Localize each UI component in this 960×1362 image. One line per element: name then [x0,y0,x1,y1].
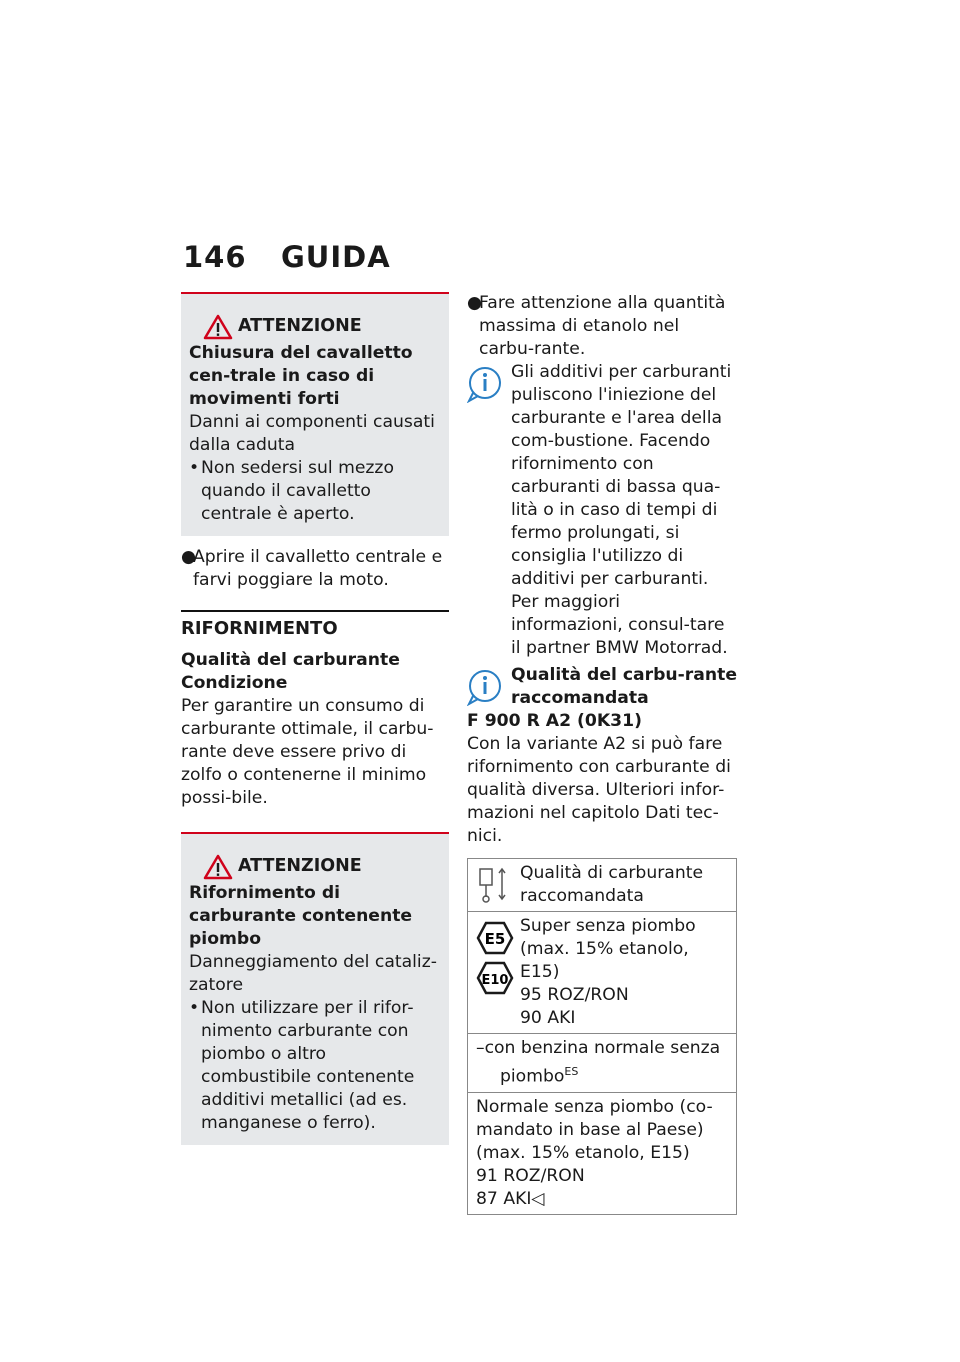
right-column [467,292,737,1215]
warning-triangle-icon [203,314,233,340]
section-title: RIFORNIMENTO [181,618,338,639]
svg-text:E5: E5 [484,930,506,948]
step-ethanol: ● Fare attenzione alla quantità massima di etanolo nel carbu-rante. [467,293,726,359]
warning-text: Danneggiamento del cataliz-zatore [189,952,437,995]
info-icon [467,365,503,403]
warning-heading: Chiusura del cavalletto cen-trale in caso di movimenti forti [189,343,413,409]
warning-heading: Rifornimento di carburante contenente piombo [189,883,413,949]
warning-bullet: • Non utilizzare per il rifor-nimento carburante con piombo o altro combustibile contenente additivi metallici (ad es. manganese o ferro). [189,998,415,1133]
condition-label: Condizione [181,673,288,693]
warning-text: Danni ai componenti causati dalla caduta [189,412,435,455]
chapter-title: GUIDA [281,240,391,274]
page-number: 146 [183,240,247,274]
table-row-regular: Normale senza piombo (co-mandato in base al Paese) (max. 15% etanolo, E15) 91 ROZ/RON 87 AKI◁ [468,1092,736,1214]
step-stand: ● Aprire il cavalletto centrale e farvi poggiare la moto. [181,547,443,590]
condition-text: Per garantire un consumo di carburante ottimale, il carbu-rante deve essere privo di zolfo o contenerne il minimo possi-bile. [181,696,434,808]
section-divider [181,610,449,810]
info-note-quality: Qualità del carbu-rante raccomandata [467,664,737,710]
warning-triangle-icon [203,854,233,880]
info-note-additives: Gli additivi per carburanti puliscono l'iniezione del carburante e l'area della com-bustione. Facendo rifornimento con carburanti di bassa qua-lità o in caso di tempi di fermo prolungati, si consiglia l'utilizzo di additivi per carburanti. Per maggiori informazioni, consul-tare il partner BMW Motorrad. [467,361,737,660]
warning-box-stand [181,292,449,536]
svg-text:E10: E10 [481,973,509,988]
a2-text: Con la variante A2 si può fare rifornimento con carburante di qualità diversa. Ulteriori infor-mazioni nel capitolo Dati tec-nici. [467,734,731,846]
table-row-super: E5 E10 Super senza piombo (max. 15% etanolo, E15) 95 ROZ/RON 90 AKI [468,911,736,1033]
page-header [183,240,391,274]
e10-fuel-icon [476,960,514,996]
model-label: F 900 R A2 (0K31) [467,711,642,731]
fuel-pump-icon [476,865,510,905]
left-column [181,292,449,1145]
fuel-table [467,858,737,1215]
table-row-normal-unleaded: –con benzina normale senza piombo$^{ES}$ [468,1033,736,1092]
warning-bullet: • Non sedersi sul mezzo quando il cavalletto centrale è aperto. [189,458,394,524]
warning-title: ATTENZIONE [238,316,362,336]
warning-box-lead [181,832,449,1145]
table-header: Qualità di carburante raccomandata [468,859,736,911]
warning-title: ATTENZIONE [238,856,362,876]
info-icon [467,668,503,706]
section-subtitle: Qualità del carburante [181,650,400,670]
e5-fuel-icon [476,920,514,956]
